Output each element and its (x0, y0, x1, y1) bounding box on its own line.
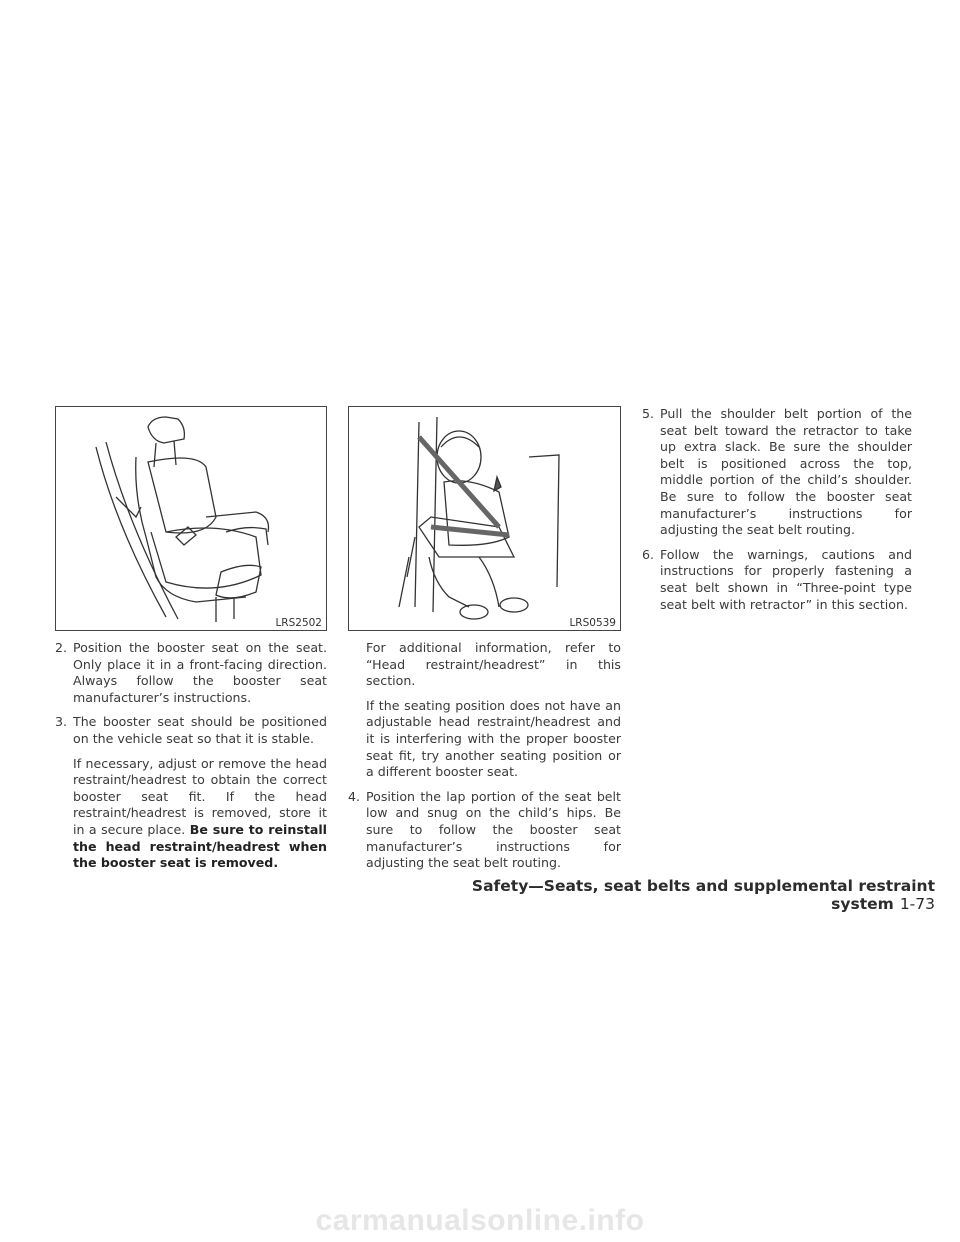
list-text: Position the lap portion of the seat belt low and snug on the child’s hips. Be sure to follow the booster seat manufacturer’s instructions for adjusting the seat belt routing. (366, 788, 621, 871)
column-2 (348, 640, 621, 880)
list-text: Pull the shoulder belt portion of the seat belt toward the retractor to take up extra slack. Be sure the shoulder belt is positioned across the top, middle portion of the child’s shoulder. Be sure to follow the booster seat manufacturer’s instructions for adjusting the seat belt routing. (660, 406, 912, 538)
column-1 (55, 640, 327, 880)
list-text: Follow the warnings, cautions and instructions for properly fastening a seat belt shown in “Three-point type seat belt with retractor” in this section. (660, 546, 912, 612)
list-text: Position the booster seat on the seat. Only place it in a front-facing direction. Always follow the booster seat manufacturer’s instructions. (73, 640, 327, 705)
list-number: 4. (348, 788, 361, 804)
paragraph-head-restraint (55, 756, 327, 872)
list-item-3 (55, 714, 327, 747)
paragraph-bold-warning: Be sure to reinstall the head restraint/headrest when the booster seat is removed. (73, 821, 327, 871)
list-number: 5. (642, 406, 655, 421)
list-number: 3. (55, 714, 68, 730)
page-footer (425, 877, 935, 913)
section-title: Safety—Seats, seat belts and supplemental restraint system (471, 877, 935, 913)
list-text: The booster seat should be positioned on the vehicle seat so that it is stable. (73, 714, 327, 746)
list-item-4 (348, 789, 621, 872)
list-item-2 (55, 640, 327, 706)
page-number: 1-73 (899, 895, 935, 913)
figure-code: LRS0539 (569, 617, 616, 629)
list-number: 2. (55, 640, 68, 655)
paragraph-seating-position: If the seating position does not have an adjustable head restraint/headrest and it is interfering with the proper booster seat fit, try another seating position or a different booster seat. (366, 697, 621, 780)
figure-child-booster (348, 406, 621, 631)
watermark: carmanualsonline.info (315, 1204, 645, 1237)
column-3 (642, 406, 912, 621)
list-number: 6. (642, 546, 655, 562)
figure-booster-seat (55, 406, 327, 631)
booster-seat-illustration (56, 407, 326, 630)
child-booster-illustration (349, 407, 620, 630)
figure-code: LRS2502 (275, 617, 322, 629)
list-item-5 (642, 406, 912, 539)
list-item-6 (642, 547, 912, 613)
paragraph-text: If necessary, adjust or remove the head restraint/headrest to obtain the correct booster seat fit. If the head restraint/headrest is removed, store it in a secure place. (73, 755, 327, 837)
paragraph-additional-info: For additional information, refer to “Head restraint/headrest” in this section. (366, 640, 621, 689)
